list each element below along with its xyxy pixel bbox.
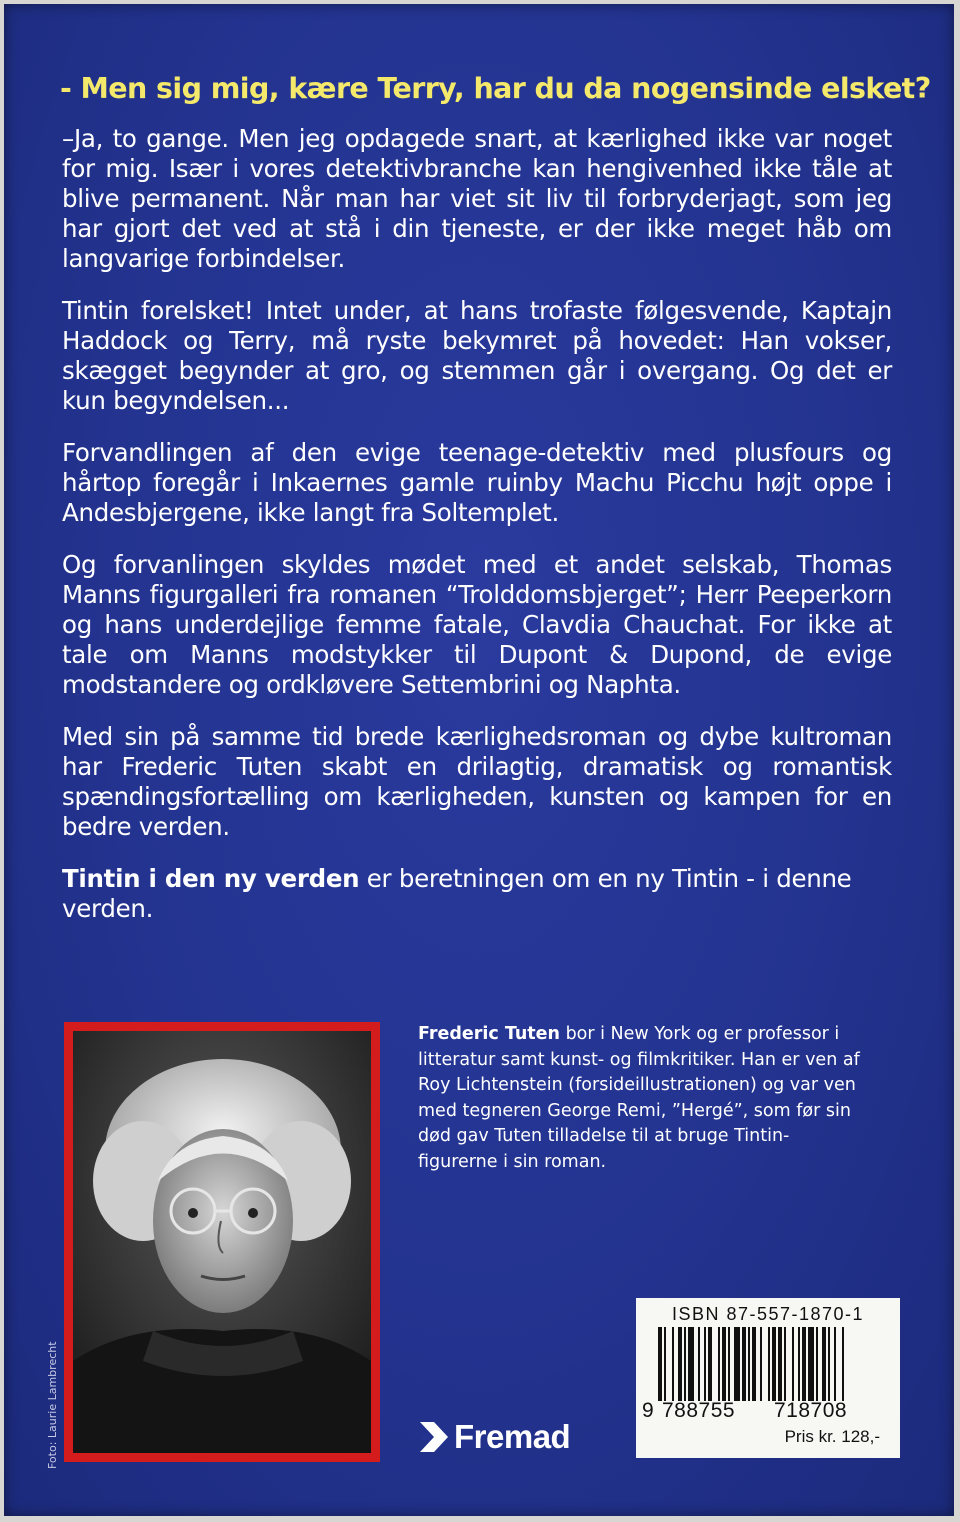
barcode-bar	[822, 1327, 826, 1401]
blurb-paragraph-2: Tintin forelsket! Intet under, at hans trofaste følgesvende, Kaptajn Haddock og Terry, må ryste bekymret på hovedet: Han vokser, skægget begynder at gro, og stemmen går i overgang. Og det er kun begyndelsen...	[62, 296, 892, 415]
barcode-bar	[658, 1327, 662, 1401]
author-photo-frame	[64, 1022, 380, 1462]
barcode-bar	[698, 1327, 700, 1401]
ean-group-2: 718708	[774, 1399, 848, 1422]
barcode-bar	[802, 1327, 806, 1401]
blurb-text	[62, 124, 892, 946]
barcode-bar	[678, 1327, 682, 1401]
publisher-logo	[418, 1418, 570, 1456]
back-cover	[4, 4, 954, 1516]
headline-quote: - Men sig mig, kære Terry, har du da nogensinde elsket?	[60, 72, 931, 105]
fremad-arrow-icon	[418, 1420, 450, 1454]
barcode-bar	[734, 1327, 740, 1401]
barcode-bar	[768, 1327, 770, 1401]
isbn-number: ISBN 87-557-1870-1	[671, 1304, 865, 1324]
ean-first-digit: 9	[642, 1399, 655, 1422]
book-title: Tintin i den ny verden	[62, 864, 360, 893]
barcode-bar	[784, 1327, 786, 1401]
barcode-bar	[752, 1327, 756, 1401]
author-name: Frederic Tuten	[418, 1024, 560, 1044]
price-label: Pris kr. 128,-	[784, 1427, 880, 1446]
barcode-bar	[842, 1327, 844, 1401]
barcode-bar	[704, 1327, 706, 1401]
barcode-bar	[748, 1327, 750, 1401]
barcode-bar	[808, 1327, 814, 1401]
barcode-bar	[828, 1327, 830, 1401]
closing-paragraph	[62, 864, 892, 924]
barcode-bar	[778, 1327, 782, 1401]
barcode-bar	[760, 1327, 762, 1401]
photo-credit: Foto: Laurie Lambrecht	[46, 1341, 59, 1469]
barcode-bar	[728, 1327, 730, 1401]
publisher-name: Fremad	[454, 1418, 571, 1455]
blurb-paragraph-4: Og forvanlingen skyldes mødet med et andet selskab, Thomas Manns figurgalleri fra romanen “Trolddomsbjerget”; Herr Peeperkorn og hans underdejlige femme fatale, Clavdia Chauchat. For ikke at tale om Manns modstykker til Dupont & Dupond, de evige modstandere og ordkløvere Settembrini og Naphta.	[62, 550, 892, 699]
author-bio	[418, 1022, 868, 1175]
barcode-bars	[658, 1327, 892, 1401]
barcode-bar	[684, 1327, 686, 1401]
barcode-bar	[742, 1327, 746, 1401]
author-photo	[73, 1031, 371, 1453]
ean-group-1: 788755	[662, 1399, 736, 1422]
author-bio-text: bor i New York og er professor i litteratur samt kunst- og filmkritiker. Han er ven af Roy Lichtenstein (forsideillustrationen) og var ven med tegneren George Remi, ”Hergé”, som før sin død gav Tuten tilladelse til at bruge Tintin-figurerne i sin roman.	[418, 1024, 860, 1172]
barcode-bar	[834, 1327, 836, 1401]
barcode-label	[636, 1298, 900, 1458]
blurb-paragraph-5: Med sin på samme tid brede kærlighedsroman og dybe kultroman har Frederic Tuten skabt en drilagtig, dramatisk og romantisk spændingsfortælling om kærligheden, kunsten og kampen for en bedre verden.	[62, 722, 892, 841]
barcode-bar	[722, 1327, 726, 1401]
blurb-paragraph-3: Forvandlingen af den evige teenage-detektiv med plusfours og hårtop foregår i Inkaernes gamle ruinby Machu Picchu højt oppe i Andesbjergene, ikke langt fra Soltemplet.	[62, 438, 892, 527]
barcode-bar	[772, 1327, 776, 1401]
barcode-bar	[688, 1327, 694, 1401]
closing-text: er beretningen om en ny Tintin - i denne verden.	[62, 864, 852, 923]
barcode-bar	[672, 1327, 674, 1401]
barcode-bar	[792, 1327, 794, 1401]
barcode-bar	[664, 1327, 666, 1401]
barcode-bar	[718, 1327, 720, 1401]
ean-digits	[642, 1399, 892, 1423]
barcode-bar	[708, 1327, 712, 1401]
blurb-paragraph-1: –Ja, to gange. Men jeg opdagede snart, at kærlighed ikke var noget for mig. Især i vores detektivbranche kan hengivenhed ikke tåle at blive permanent. Når man har viet sit liv til forbryderjagt, som jeg har gjort det ved at stå i din tjeneste, er der ikke meget håb om langvarige forbindelser.	[62, 124, 892, 273]
barcode-bar	[798, 1327, 800, 1401]
barcode-bar	[816, 1327, 818, 1401]
